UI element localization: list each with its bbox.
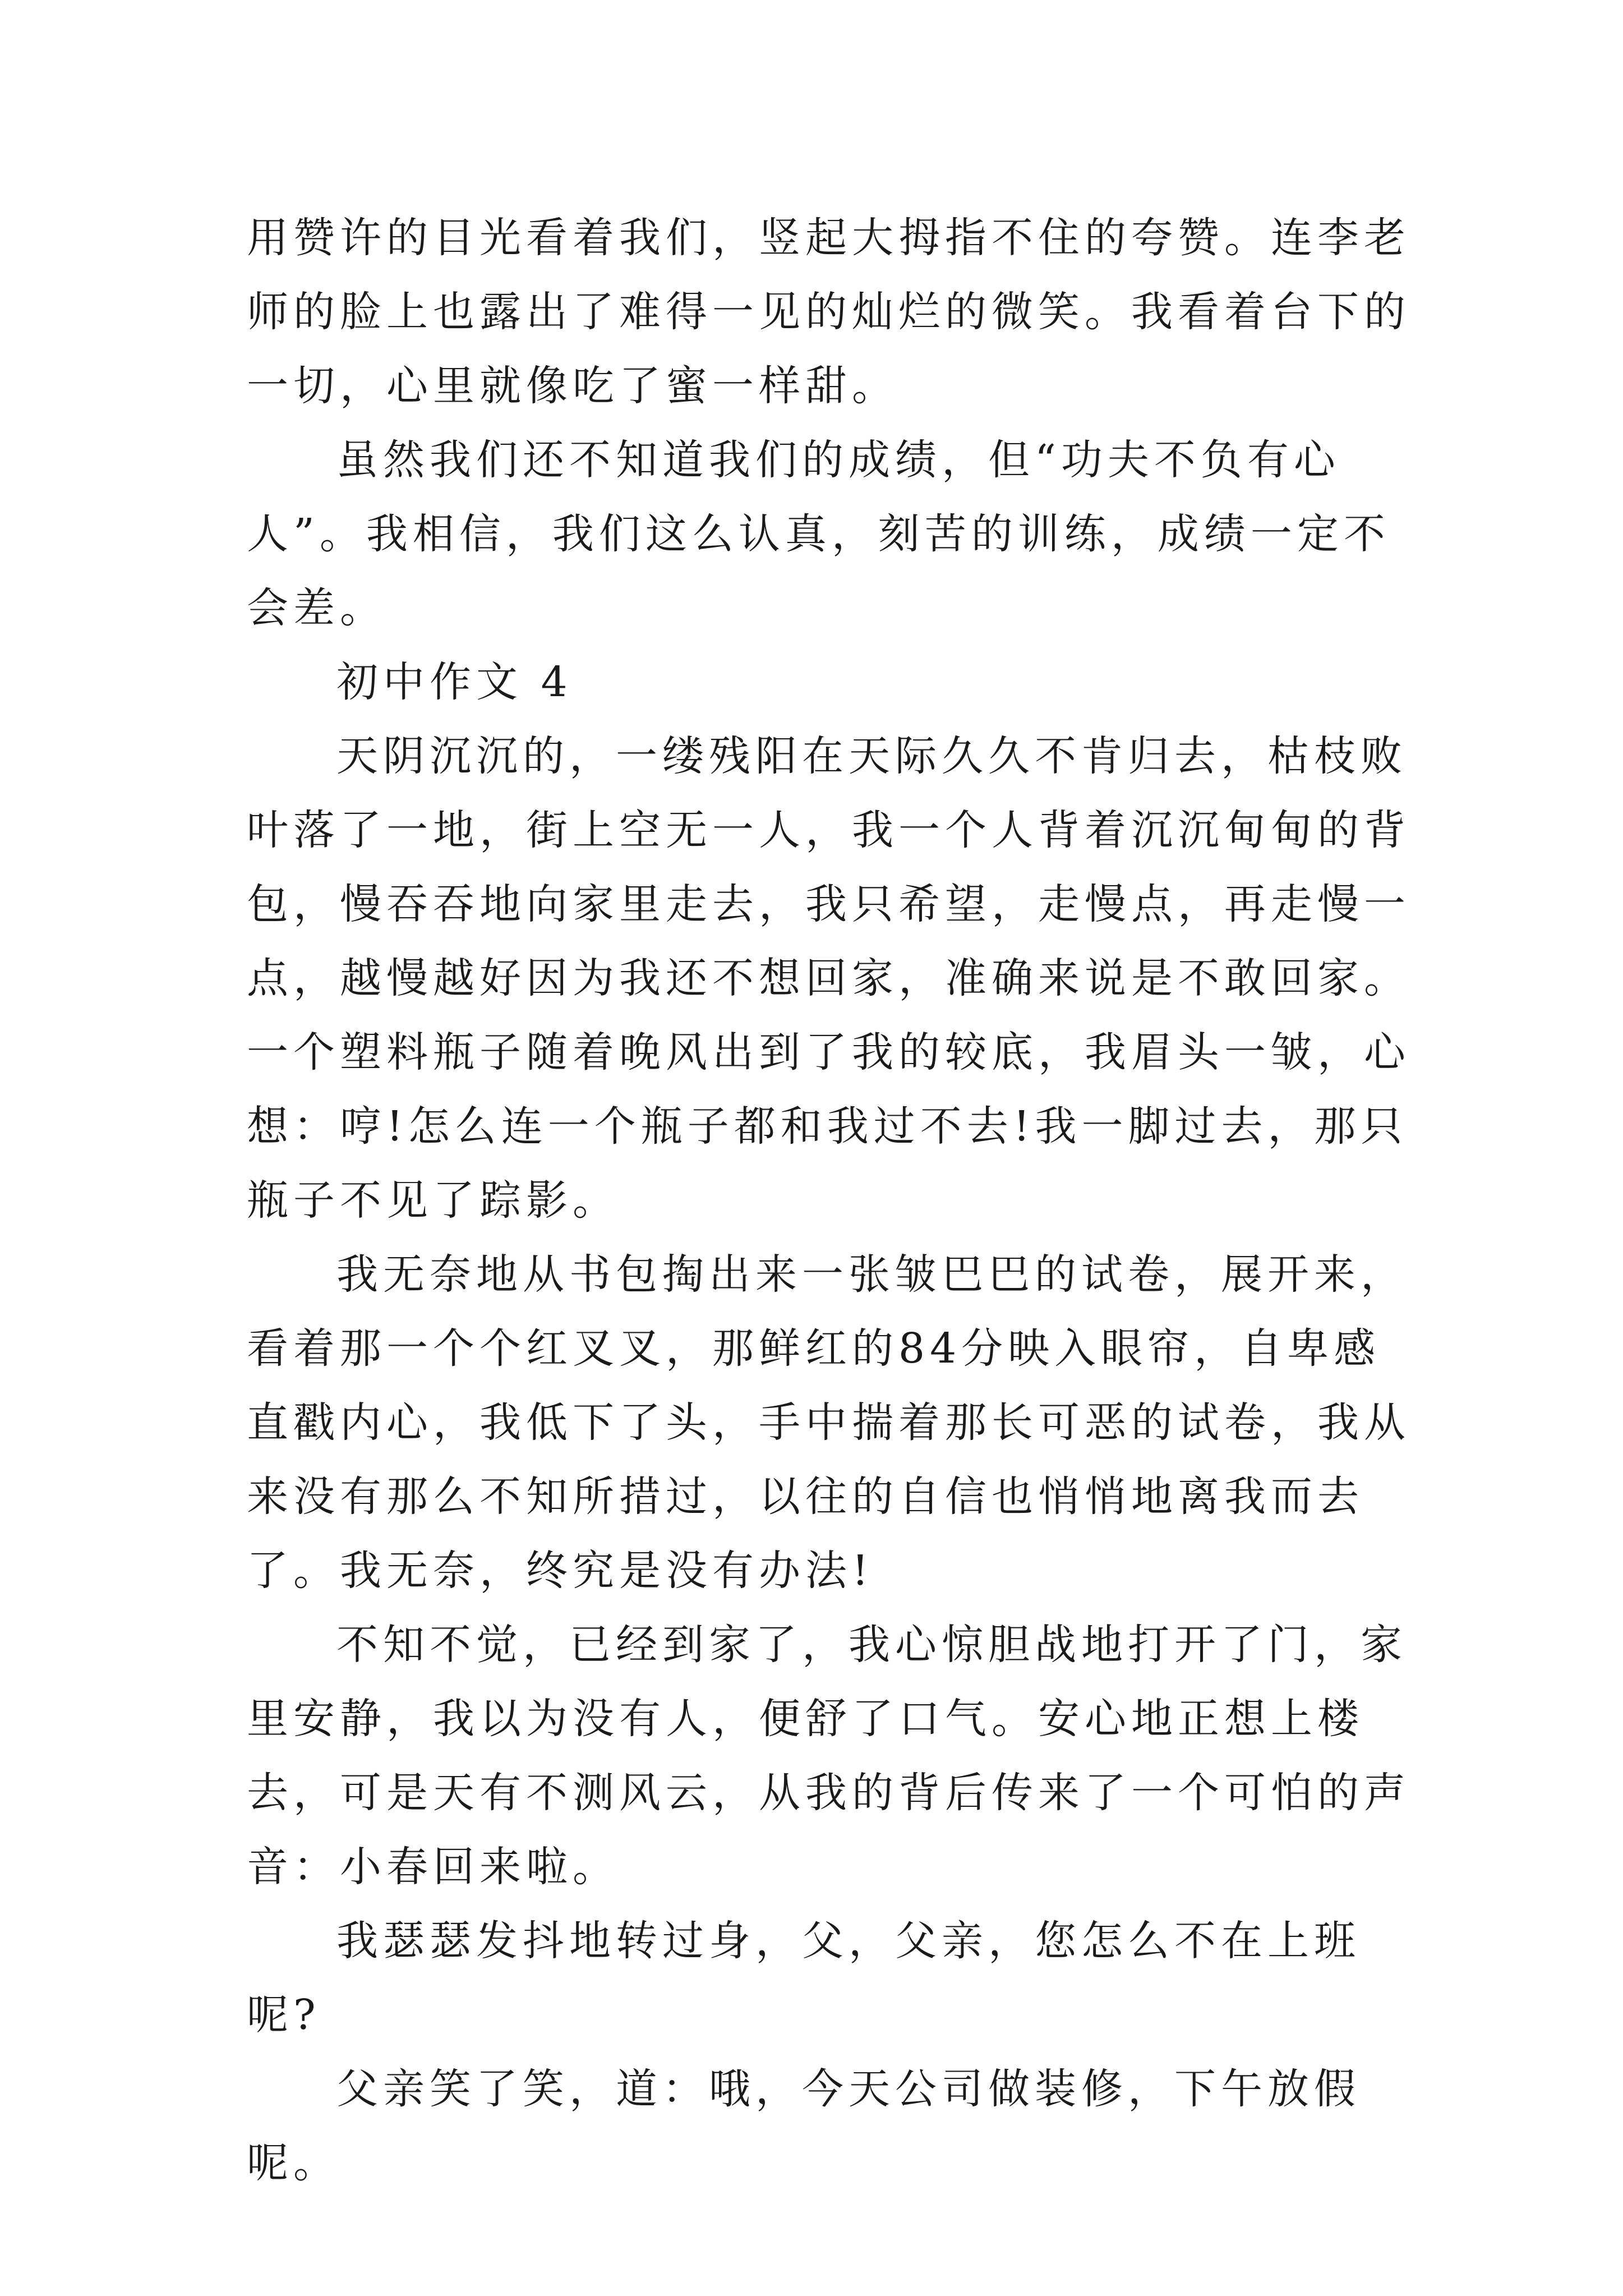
paragraph-2: 虽然我们还不知道我们的成绩，但“功夫不负有心人”。我相信，我们这么认真，刻苦的训练，成绩一定不会差。: [247, 436, 1390, 632]
paragraph-4: 我无奈地从书包掏出来一张皱巴巴的试卷，展开来，看着那一个个红叉叉，那鲜红的84分映入眼帘，自卑感直戳内心，我低下了头，手中揣着那长可恶的试卷，我从来没有那么不知所措过，以往的自信也悄悄地离我而去了。我无奈，终究是没有办法!: [247, 1250, 1410, 1595]
paragraph-1: 用赞许的目光看着我们，竖起大拇指不住的夸赞。连李老师的脸上也露出了难得一见的灿烂的微笑。我看着台下的一切，心里就像吃了蜜一样甜。: [247, 214, 1410, 410]
paragraph-6: 我瑟瑟发抖地转过身，父，父亲，您怎么不在上班呢?: [247, 1917, 1361, 2039]
paragraph-5: 不知不觉，已经到家了，我心惊胆战地打开了门，家里安静，我以为没有人，便舒了口气。安心地正想上楼去，可是天有不测风云，从我的背后传来了一个可怕的声音：小春回来啦。: [247, 1621, 1410, 1891]
paragraph-3: 天阴沉沉的，一缕残阳在天际久久不肯归去，枯枝败叶落了一地，街上空无一人，我一个人背着沉沉甸甸的背包，慢吞吞地向家里走去，我只希望，走慢点，再走慢一点，越慢越好因为我还不想回家，准确来说是不敢回家。一个塑料瓶子随着晚风出到了我的较底，我眉头一皱，心想：哼!怎么连一个瓶子都和我过不去!我一脚过去，那只瓶子不见了踪影。: [247, 732, 1410, 1225]
section-heading: 初中作文 4: [336, 658, 573, 706]
paragraph-7: 父亲笑了笑，道：哦，今天公司做装修，下午放假呢。: [247, 2065, 1361, 2187]
